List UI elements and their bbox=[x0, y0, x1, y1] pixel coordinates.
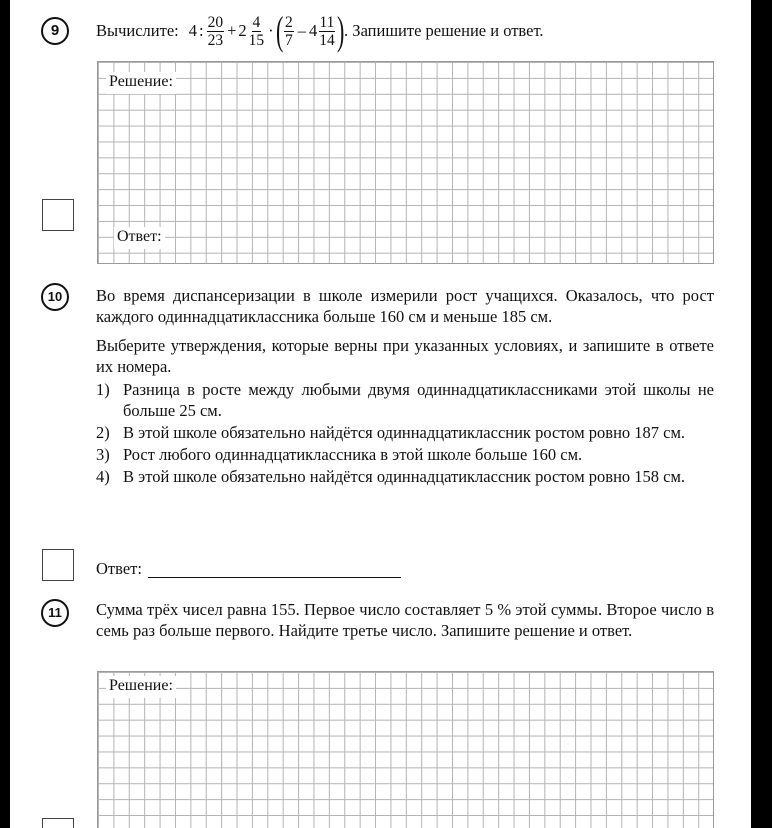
q10-body bbox=[96, 285, 714, 487]
q9-expr-dot: · bbox=[268, 21, 274, 40]
q9-fraction-4 bbox=[318, 14, 336, 49]
q11-solution-label: Решение: bbox=[106, 676, 176, 698]
q11-body bbox=[96, 599, 714, 641]
q9-f1-den: 23 bbox=[207, 31, 224, 49]
q9-expr-whole4: 4 bbox=[308, 21, 318, 40]
q9-suffix: . Запишите решение и ответ. bbox=[344, 21, 544, 40]
option-text: В этой школе обязательно найдётся одиннадцатиклассник ростом ровно 158 см. bbox=[123, 467, 686, 486]
option-number: 2) bbox=[96, 423, 110, 442]
q9-f4-num: 11 bbox=[319, 13, 335, 31]
q9-fraction-1 bbox=[207, 14, 225, 49]
question-number-10: 10 bbox=[41, 283, 69, 311]
question-number-9: 9 bbox=[41, 17, 69, 45]
q9-solution-grid[interactable] bbox=[97, 61, 714, 264]
q9-fraction-3 bbox=[284, 14, 294, 49]
q9-left-paren: ( bbox=[275, 8, 283, 53]
q9-answer-label: Ответ: bbox=[114, 227, 165, 249]
option-text: В этой школе обязательно найдётся одиннадцатиклассник ростом ровно 187 см. bbox=[123, 423, 686, 442]
q9-f3-den: 7 bbox=[284, 31, 293, 49]
q9-prefix: Вычислите: bbox=[96, 21, 179, 40]
q9-expr-a: 4 bbox=[188, 21, 197, 40]
q10-answer-line[interactable] bbox=[148, 577, 401, 578]
q9-right-paren: ) bbox=[336, 8, 345, 53]
q11-score-box[interactable] bbox=[42, 818, 74, 828]
q10-score-box[interactable] bbox=[42, 549, 74, 581]
q9-f2-num: 4 bbox=[252, 13, 261, 31]
q9-expr-colon: : bbox=[198, 21, 204, 40]
option-text: Разница в росте между любыми двумя одиннадцатиклассниками этой школы не больше 25 см. bbox=[123, 380, 714, 420]
q9-solution-label: Решение: bbox=[106, 72, 176, 94]
q11-text: Сумма трёх чисел равна 155. Первое число составляет 5 % этой суммы. Второе число в семь раз больше первого. Найдите третье число. Запишите решение и ответ. bbox=[96, 600, 714, 640]
question-number-11: 11 bbox=[41, 599, 69, 627]
option-number: 3) bbox=[96, 445, 110, 464]
q9-statement bbox=[96, 8, 544, 54]
q11-solution-grid[interactable] bbox=[97, 671, 714, 828]
q10-option-1 bbox=[96, 379, 714, 421]
q9-expr-whole2: 2 bbox=[238, 21, 247, 40]
q10-intro: Во время диспансеризации в школе измерили рост учащихся. Оказалось, что рост каждого одиннадцатиклассника больше 160 см и меньше 185 см. bbox=[96, 286, 714, 326]
q9-f3-num: 2 bbox=[284, 13, 293, 31]
option-number: 4) bbox=[96, 467, 110, 486]
q10-option-3 bbox=[96, 444, 714, 465]
q10-task: Выберите утверждения, которые верны при указанных условиях, и запишите в ответе их номера. bbox=[96, 336, 714, 376]
q10-answer-label: Ответ: bbox=[96, 559, 142, 578]
exam-page bbox=[10, 0, 751, 828]
q9-score-box[interactable] bbox=[42, 199, 74, 231]
q9-expr-plus: + bbox=[227, 21, 237, 40]
q9-fraction-2 bbox=[248, 14, 266, 49]
q9-f1-num: 20 bbox=[207, 13, 224, 31]
q10-option-2 bbox=[96, 422, 714, 443]
q10-options-list bbox=[96, 379, 714, 487]
q9-expr-minus: – bbox=[297, 21, 306, 40]
q9-f4-den: 14 bbox=[319, 31, 335, 49]
scan-border bbox=[751, 0, 772, 828]
option-number: 1) bbox=[96, 380, 110, 399]
q9-f2-den: 15 bbox=[248, 31, 265, 49]
option-text: Рост любого одиннадцатиклассника в этой школе больше 160 см. bbox=[123, 445, 583, 464]
q10-option-4 bbox=[96, 466, 714, 487]
